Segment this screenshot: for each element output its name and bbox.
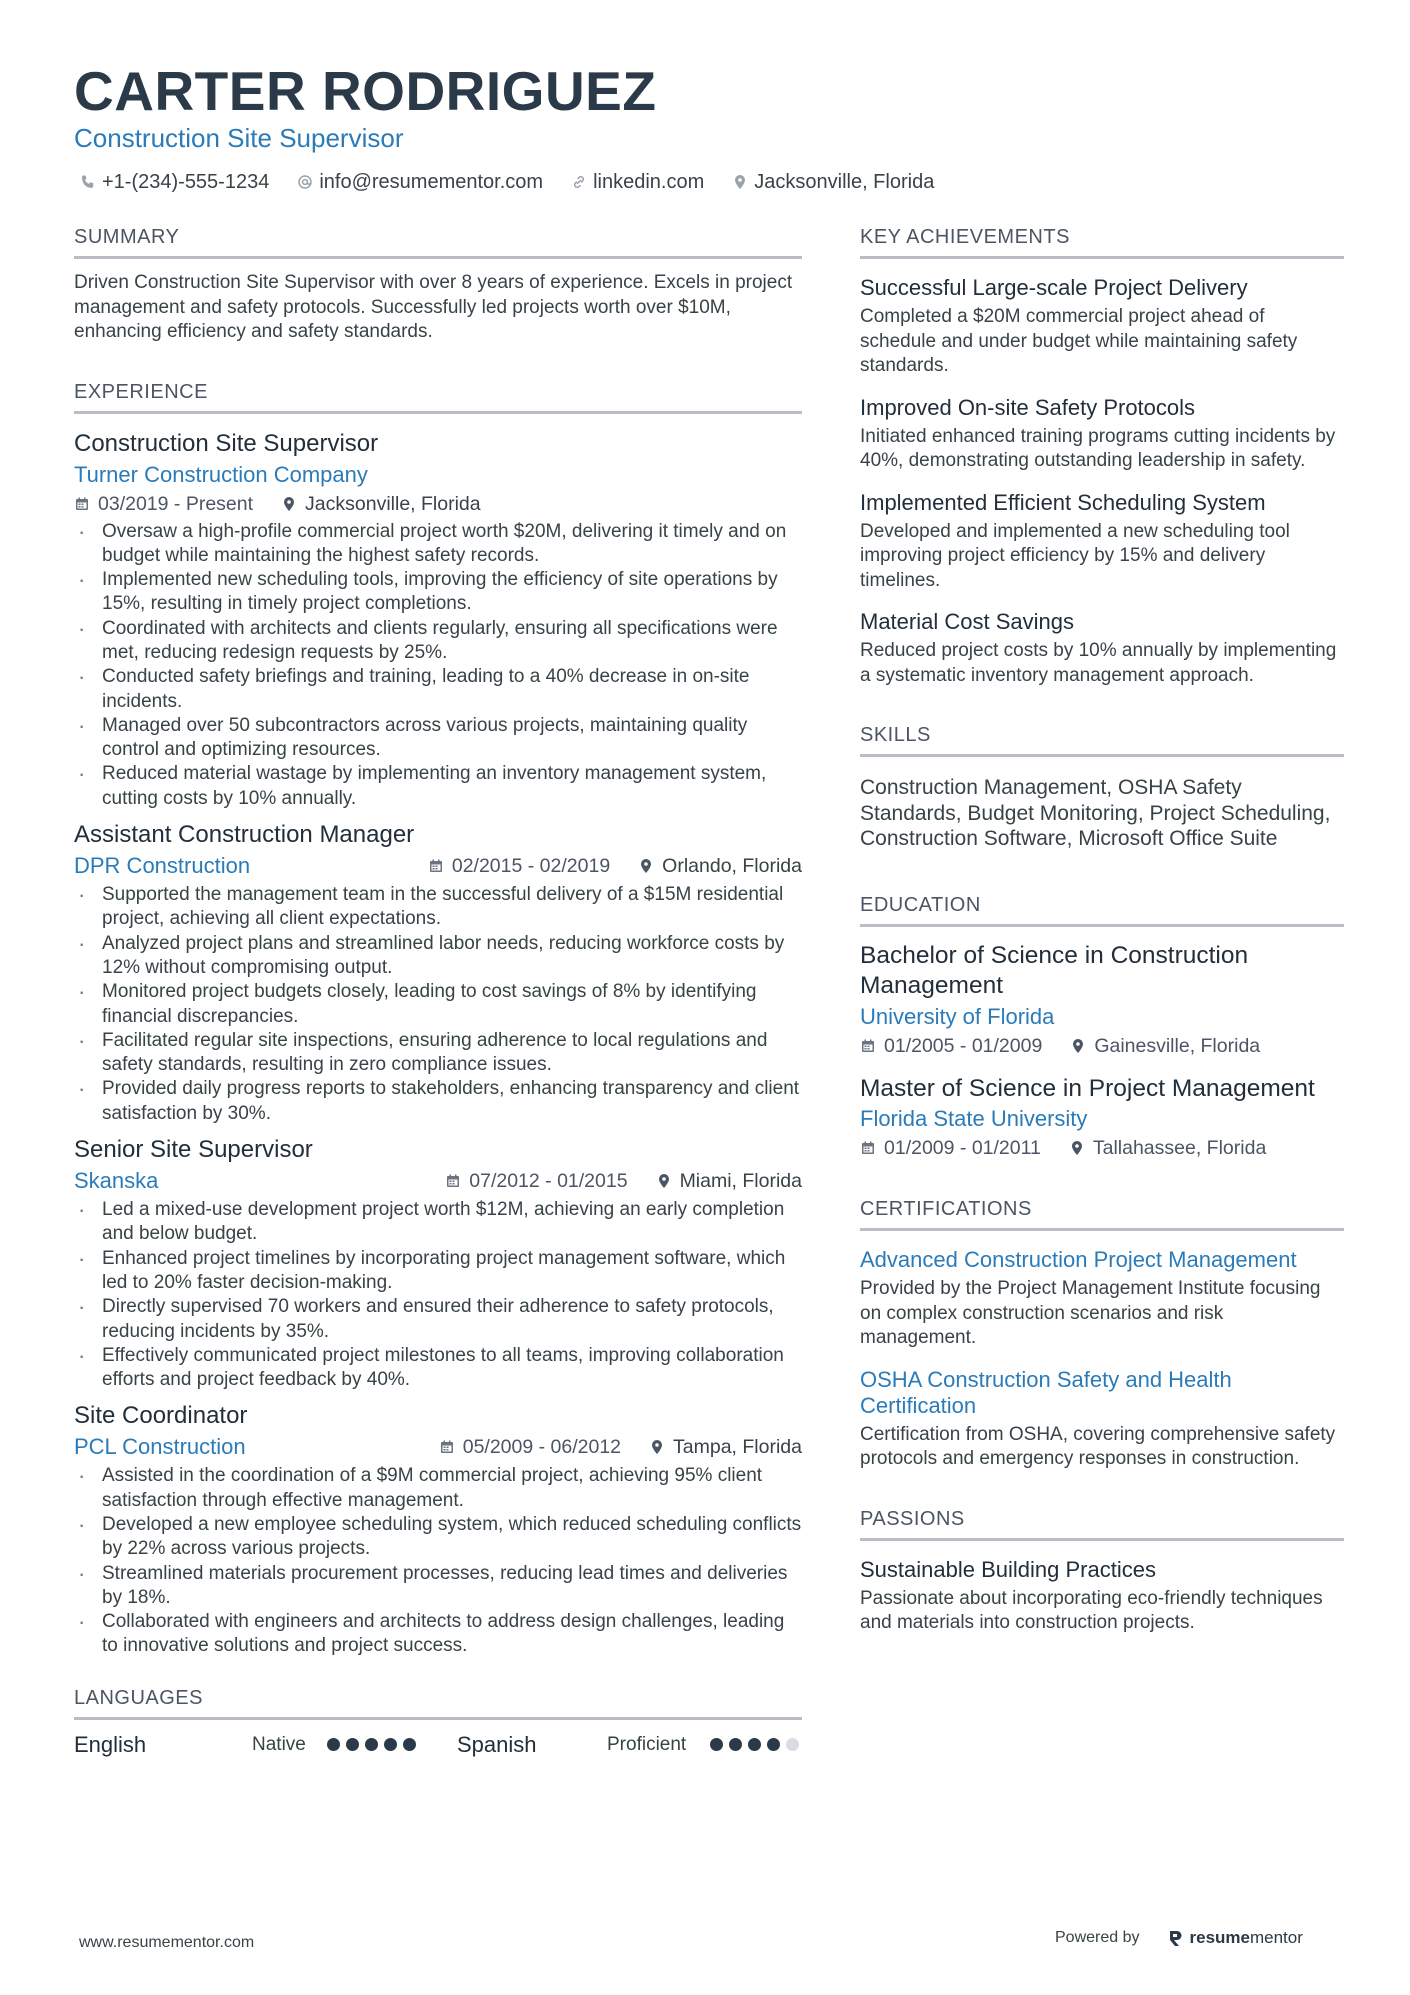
education-dates xyxy=(860,1134,1041,1162)
achievement-title: Implemented Efficient Scheduling System xyxy=(860,489,1266,515)
achievements-heading: KEY ACHIEVEMENTS xyxy=(860,224,1344,259)
job-company: Skanska xyxy=(74,1168,159,1194)
job-title: Assistant Construction Manager xyxy=(74,821,415,849)
contact-location-text: Jacksonville, Florida xyxy=(754,171,935,193)
job-dates xyxy=(439,1433,621,1461)
summary-heading: SUMMARY xyxy=(74,224,802,259)
job-location-text: Orlando, Florida xyxy=(662,855,802,878)
rating-dot xyxy=(748,1738,761,1751)
job-bullet: · Conducted safety briefings and training, leading to a 40% decrease in on-site incidents. xyxy=(74,665,802,714)
link-icon xyxy=(571,174,587,190)
job-bullet: · Developed a new employee scheduling system, which reduced scheduling conflicts by 22% across various projects. xyxy=(74,1513,802,1562)
achievement-desc: Initiated enhanced training programs cutting incidents by 40%, demonstrating outstanding leadership in safety. xyxy=(860,425,1336,471)
achievement-desc: Completed a $20M commercial project ahead of schedule and under budget while maintaining safety standards. xyxy=(860,306,1298,376)
certification-title: OSHA Construction Safety and Health Certification xyxy=(860,1366,1232,1418)
contact-email-text: info@resumementor.com xyxy=(319,171,544,193)
rating-dot xyxy=(403,1738,416,1751)
job-meta xyxy=(445,1167,802,1195)
job-dates-text: 03/2019 - Present xyxy=(98,492,254,515)
candidate-title: Construction Site Supervisor xyxy=(74,123,404,153)
education-dates xyxy=(860,1032,1042,1060)
achievement-desc: Developed and implemented a new scheduling tool improving project efficiency by 15% and delivery timelines. xyxy=(860,520,1290,591)
job-bullet: · Assisted in the coordination of a $9M commercial project, achieving 95% client satisfaction through effective management. xyxy=(74,1464,802,1513)
location-icon xyxy=(649,1439,665,1455)
passion-item xyxy=(860,1555,1344,1636)
language-name: Spanish xyxy=(457,1731,537,1757)
resumementor-logo-icon xyxy=(1168,1929,1184,1947)
language-rating xyxy=(327,1738,416,1751)
candidate-name: CARTER RODRIGUEZ xyxy=(74,60,657,122)
calendar-icon xyxy=(74,496,90,512)
languages-section xyxy=(74,1685,802,1758)
contact-phone xyxy=(80,168,269,196)
rating-dot xyxy=(767,1738,780,1751)
certification-title: Advanced Construction Project Management xyxy=(860,1247,1297,1272)
achievement-item xyxy=(860,488,1344,594)
contact-row xyxy=(80,168,934,196)
certifications-section xyxy=(860,1196,1344,1472)
language-level: Proficient xyxy=(607,1733,687,1755)
location-icon xyxy=(1069,1140,1085,1156)
language-level: Native xyxy=(252,1733,306,1755)
job-bullet: · Analyzed project plans and streamlined labor needs, reducing workforce costs by 12% without compromising output. xyxy=(74,932,802,981)
calendar-icon xyxy=(860,1038,876,1054)
rating-dot xyxy=(346,1738,359,1751)
job-company-row xyxy=(74,851,802,881)
certification-item xyxy=(860,1247,1344,1351)
job-title: Site Coordinator xyxy=(74,1402,248,1430)
job-location xyxy=(638,852,802,880)
email-icon xyxy=(297,174,313,190)
job-company: Turner Construction Company xyxy=(74,461,368,487)
job-bullet: · Provided daily progress reports to stakeholders, enhancing transparency and client satisfaction by 30%. xyxy=(74,1077,802,1126)
calendar-icon xyxy=(445,1173,461,1189)
achievement-item xyxy=(860,393,1344,474)
achievement-item xyxy=(860,607,1344,688)
job-meta xyxy=(428,852,802,880)
location-icon xyxy=(1070,1038,1086,1054)
job-bullet: · Monitored project budgets closely, leading to cost savings of 8% by identifying financial discrepancies. xyxy=(74,980,802,1029)
job-bullets xyxy=(74,1198,802,1392)
job-meta xyxy=(439,1433,802,1461)
brand-logo[interactable] xyxy=(1168,1928,1303,1948)
job-bullet: · Supported the management team in the successful delivery of a $15M residential project, achieving all client expectations. xyxy=(74,883,802,932)
rating-dot xyxy=(786,1738,799,1751)
summary-section xyxy=(74,224,802,345)
right-column xyxy=(860,224,1344,1636)
language-item xyxy=(457,1732,799,1758)
location-icon xyxy=(638,858,654,874)
job-bullet: · Directly supervised 70 workers and ensured their adherence to safety protocols, reducing incidents by 35%. xyxy=(74,1295,802,1344)
location-icon xyxy=(732,174,748,190)
job-bullets xyxy=(74,883,802,1126)
job-title: Construction Site Supervisor xyxy=(74,429,379,457)
rating-dot xyxy=(710,1738,723,1751)
phone-icon xyxy=(80,174,96,190)
job-bullet: · Coordinated with architects and clients regularly, ensuring all specifications were met, reducing redesign requests by 25%. xyxy=(74,617,802,666)
job-dates xyxy=(445,1167,627,1195)
achievement-title: Successful Large-scale Project Delivery xyxy=(860,275,1248,300)
passions-heading: PASSIONS xyxy=(860,1506,1344,1541)
job-bullet: · Enhanced project timelines by incorporating project management software, which led to 20% faster decision-making. xyxy=(74,1247,802,1296)
job-entry xyxy=(74,428,802,812)
achievement-desc: Reduced project costs by 10% annually by implementing a systematic inventory management approach. xyxy=(860,640,1337,686)
education-location-text: Gainesville, Florida xyxy=(1094,1034,1261,1057)
job-company: PCL Construction xyxy=(74,1434,246,1460)
brand-bold: resume xyxy=(1189,1928,1250,1947)
job-dates xyxy=(74,490,253,518)
job-bullets xyxy=(74,1464,802,1658)
education-dates-text: 01/2009 - 01/2011 xyxy=(884,1137,1041,1159)
contact-linkedin[interactable] xyxy=(571,168,704,196)
achievement-title: Material Cost Savings xyxy=(860,609,1074,634)
calendar-icon xyxy=(439,1439,455,1455)
contact-location xyxy=(732,168,934,196)
education-school: University of Florida xyxy=(860,1003,1055,1029)
rating-dot xyxy=(384,1738,397,1751)
brand-rest: mentor xyxy=(1249,1928,1303,1947)
job-bullet: · Streamlined materials procurement processes, reducing lead times and deliveries by 18%. xyxy=(74,1562,802,1611)
education-meta xyxy=(860,1134,1344,1162)
education-meta xyxy=(860,1032,1344,1060)
education-degree: Bachelor of Science in Construction Management xyxy=(860,941,1249,999)
job-bullets xyxy=(74,520,802,812)
job-bullet: · Facilitated regular site inspections, ensuring adherence to local regulations and safety standards, resulting in zero compliance issues. xyxy=(74,1029,802,1078)
job-bullet: · Effectively communicated project milestones to all teams, improving collaboration efforts and project feedback by 40%. xyxy=(74,1344,802,1393)
education-location xyxy=(1070,1032,1260,1060)
achievements-section xyxy=(860,224,1344,688)
education-location xyxy=(1069,1134,1266,1162)
certification-desc: Certification from OSHA, covering comprehensive safety protocols and emergency responses in construction. xyxy=(860,1423,1336,1469)
language-rating xyxy=(710,1738,799,1751)
job-entry xyxy=(74,1400,802,1658)
language-item xyxy=(74,1732,417,1758)
job-location xyxy=(649,1433,802,1461)
job-dates-text: 05/2009 - 06/2012 xyxy=(462,1436,622,1459)
job-dates-text: 02/2015 - 02/2019 xyxy=(451,855,611,878)
powered-by-label: Powered by xyxy=(1055,1929,1140,1946)
job-dates xyxy=(428,852,610,880)
skills-section xyxy=(860,722,1344,852)
certification-desc: Provided by the Project Management Institute focusing on complex construction scenarios and risk management. xyxy=(860,1278,1321,1348)
location-icon xyxy=(656,1173,672,1189)
job-dates-text: 07/2012 - 01/2015 xyxy=(469,1170,628,1193)
calendar-icon xyxy=(428,858,444,874)
education-item xyxy=(860,1074,1344,1163)
job-bullet: · Oversaw a high-profile commercial project worth $20M, delivering it timely and on budget while maintaining the highest safety records. xyxy=(74,520,802,569)
job-meta xyxy=(74,490,802,518)
job-company: DPR Construction xyxy=(74,853,251,879)
job-company-row xyxy=(74,1432,802,1462)
footer-powered xyxy=(1055,1928,1303,1948)
job-location-text: Tampa, Florida xyxy=(673,1436,802,1459)
footer-website[interactable]: www.resumementor.com xyxy=(79,1934,255,1951)
job-location xyxy=(656,1167,802,1195)
job-bullet: · Implemented new scheduling tools, improving the efficiency of site operations by 15%, resulting in timely project completions. xyxy=(74,568,802,617)
achievement-item xyxy=(860,273,1344,379)
job-location xyxy=(281,490,481,518)
job-title: Senior Site Supervisor xyxy=(74,1136,313,1164)
certifications-heading: CERTIFICATIONS xyxy=(860,1196,1344,1231)
job-entry xyxy=(74,819,802,1126)
education-heading: EDUCATION xyxy=(860,892,1344,927)
left-column xyxy=(74,224,802,1758)
contact-linkedin-text: linkedin.com xyxy=(593,171,705,193)
contact-phone-text: +1-(234)-555-1234 xyxy=(102,171,270,193)
education-school: Florida State University xyxy=(860,1106,1088,1131)
passion-title: Sustainable Building Practices xyxy=(860,1556,1156,1582)
languages-row xyxy=(74,1732,802,1758)
experience-heading: EXPERIENCE xyxy=(74,379,802,414)
skills-text: Construction Management, OSHA Safety Standards, Budget Monitoring, Project Scheduling, Construction Software, Microsoft Office Suite xyxy=(860,776,1331,850)
job-entry xyxy=(74,1134,802,1392)
summary-text: Driven Construction Site Supervisor with over 8 years of experience. Excels in project management and safety protocols. Successfully led projects worth over $10M, enhancing efficiency and safety standards. xyxy=(74,272,793,342)
rating-dot xyxy=(327,1738,340,1751)
job-bullet: · Collaborated with engineers and architects to address design challenges, leading to innovative solutions and project success. xyxy=(74,1610,802,1659)
job-bullet: · Managed over 50 subcontractors across various projects, maintaining quality control and optimizing resources. xyxy=(74,714,802,763)
education-location-text: Tallahassee, Florida xyxy=(1092,1137,1267,1159)
achievement-title: Improved On-site Safety Protocols xyxy=(860,394,1196,420)
skills-heading: SKILLS xyxy=(860,722,1344,757)
rating-dot xyxy=(729,1738,742,1751)
job-bullet: · Led a mixed-use development project worth $12M, achieving an early completion and below budget. xyxy=(74,1198,802,1247)
location-icon xyxy=(281,496,297,512)
education-dates-text: 01/2005 - 01/2009 xyxy=(884,1034,1043,1057)
language-name: English xyxy=(74,1731,147,1757)
education-item xyxy=(860,941,1344,1060)
job-location-text: Miami, Florida xyxy=(679,1170,802,1193)
calendar-icon xyxy=(860,1140,876,1156)
rating-dot xyxy=(365,1738,378,1751)
education-degree: Master of Science in Project Management xyxy=(860,1074,1315,1102)
passions-section xyxy=(860,1506,1344,1636)
experience-section xyxy=(74,379,802,1659)
education-section xyxy=(860,892,1344,1163)
certification-item xyxy=(860,1367,1344,1472)
languages-heading: LANGUAGES xyxy=(74,1685,802,1720)
job-location-text: Jacksonville, Florida xyxy=(305,492,481,515)
contact-email[interactable] xyxy=(297,168,543,196)
job-bullet: · Reduced material wastage by implementing an inventory management system, cutting costs by 10% annually. xyxy=(74,762,802,811)
job-company-row xyxy=(74,1166,802,1196)
passion-desc: Passionate about incorporating eco-friendly techniques and materials into construction projects. xyxy=(860,1587,1323,1633)
